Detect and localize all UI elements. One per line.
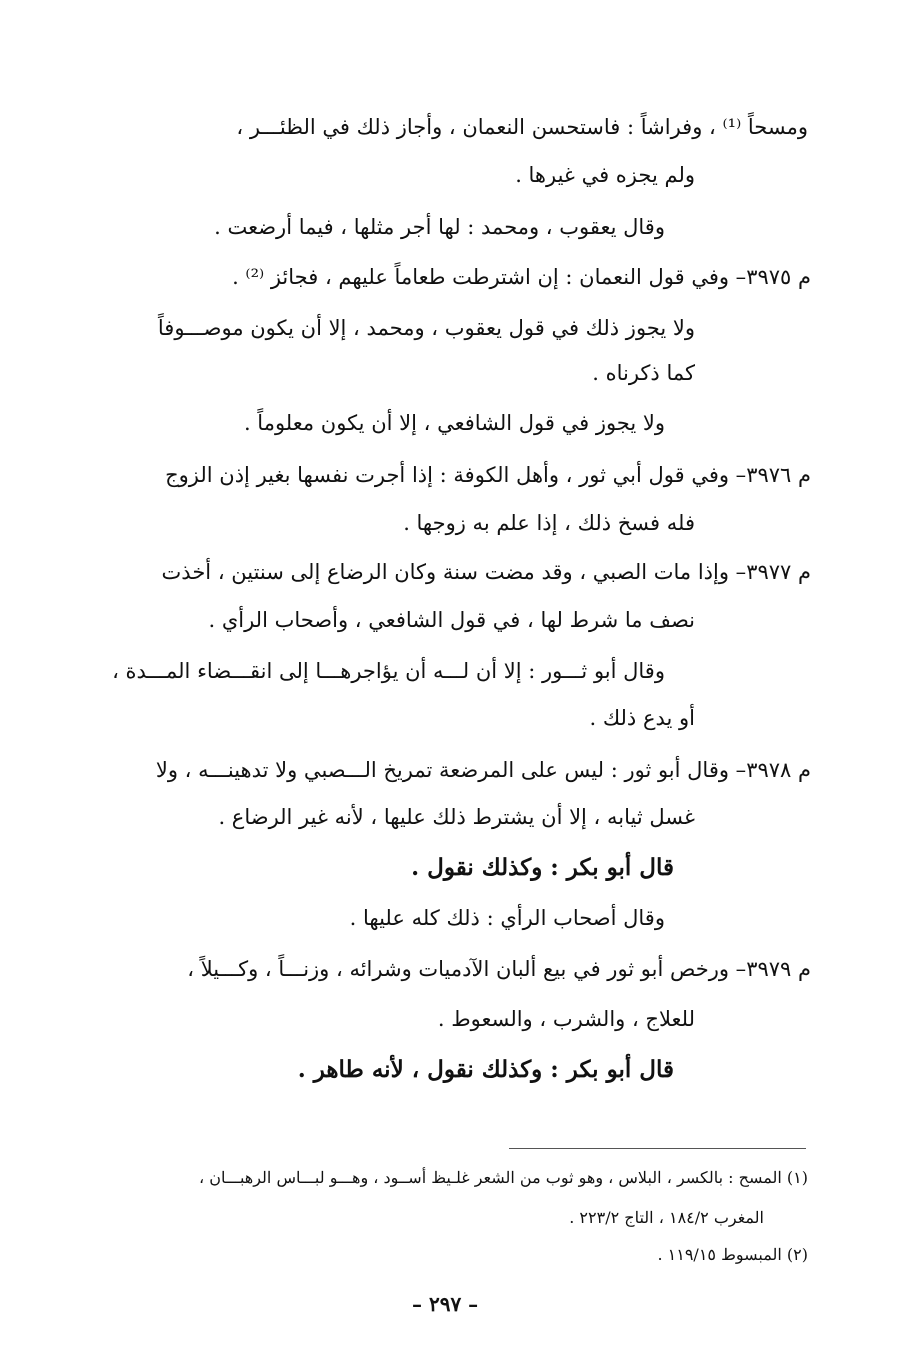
- body-line: ولا يجوز في قول الشافعي ، إلا أن يكون معلوماً .: [243, 411, 665, 435]
- body-line: فله فسخ ذلك ، إذا علم به زوجها .: [403, 511, 695, 535]
- footnote-line: (١) المسح : بالكسر ، البلاس ، وهو ثوب من الشعر غلـيظ أســود ، وهـــو لبـــاس الرهبـــان ،: [199, 1168, 808, 1187]
- footnote-line: (٢) المبسوط ١١٩/١٥ .: [657, 1245, 808, 1264]
- body-line: م ٣٩٧٩– ورخص أبو ثور في بيع ألبان الآدميات وشرائه ، وزنـــاً ، وكـــيلاً ،: [187, 957, 811, 981]
- qala-abu-bakr-line: قال أبو بكر : وكذلك نقول .: [411, 854, 674, 881]
- body-line: وقال أبو ثـــور : إلا أن لـــه أن يؤاجرهـــا إلى انقـــضاء المـــدة ،: [112, 659, 665, 683]
- body-line: نصف ما شرط لها ، في قول الشافعي ، وأصحاب الرأي .: [208, 608, 695, 632]
- body-line: ولم يجزه في غيرها .: [515, 163, 695, 187]
- body-line: للعلاج ، والشرب ، والسعوط .: [437, 1007, 695, 1031]
- body-line: م ٣٩٧٦– وفي قول أبي ثور ، وأهل الكوفة : إذا أجرت نفسها بغير إذن الزوج: [165, 463, 811, 487]
- body-line: م ٣٩٧٧– وإذا مات الصبي ، وقد مضت سنة وكان الرضاع إلى سنتين ، أخذت: [161, 560, 811, 584]
- body-line: م ٣٩٧٥– وفي قول النعمان : إن اشترطت طعاماً عليهم ، فجائز ⁽²⁾ .: [232, 265, 811, 289]
- body-line: ومسحاً ⁽¹⁾ ، وفراشاً : فاستحسن النعمان ، وأجاز ذلك في الظئـــر ،: [236, 115, 808, 139]
- qala-abu-bakr-line: قال أبو بكر : وكذلك نقول ، لأنه طاهر .: [297, 1056, 674, 1083]
- footnote-separator: [509, 1148, 806, 1149]
- body-line: ولا يجوز ذلك في قول يعقوب ، ومحمد ، إلا أن يكون موصـــوفاً: [157, 316, 695, 340]
- body-line: كما ذكرناه .: [592, 361, 695, 385]
- body-line: غسل ثيابه ، إلا أن يشترط ذلك عليها ، لأنه غير الرضاع .: [218, 805, 695, 829]
- body-line: وقال يعقوب ، ومحمد : لها أجر مثلها ، فيما أرضعت .: [214, 215, 665, 239]
- body-line: أو يدع ذلك .: [589, 706, 695, 730]
- body-line: م ٣٩٧٨– وقال أبو ثور : ليس على المرضعة تمريخ الـــصبي ولا تدهينـــه ، ولا: [155, 758, 811, 782]
- page-number: – ٢٩٧ –: [412, 1292, 479, 1316]
- body-line: وقال أصحاب الرأي : ذلك كله عليها .: [349, 906, 665, 930]
- footnote-line: المغرب ١٨٤/٢ ، التاج ٢٢٣/٢ .: [569, 1208, 764, 1227]
